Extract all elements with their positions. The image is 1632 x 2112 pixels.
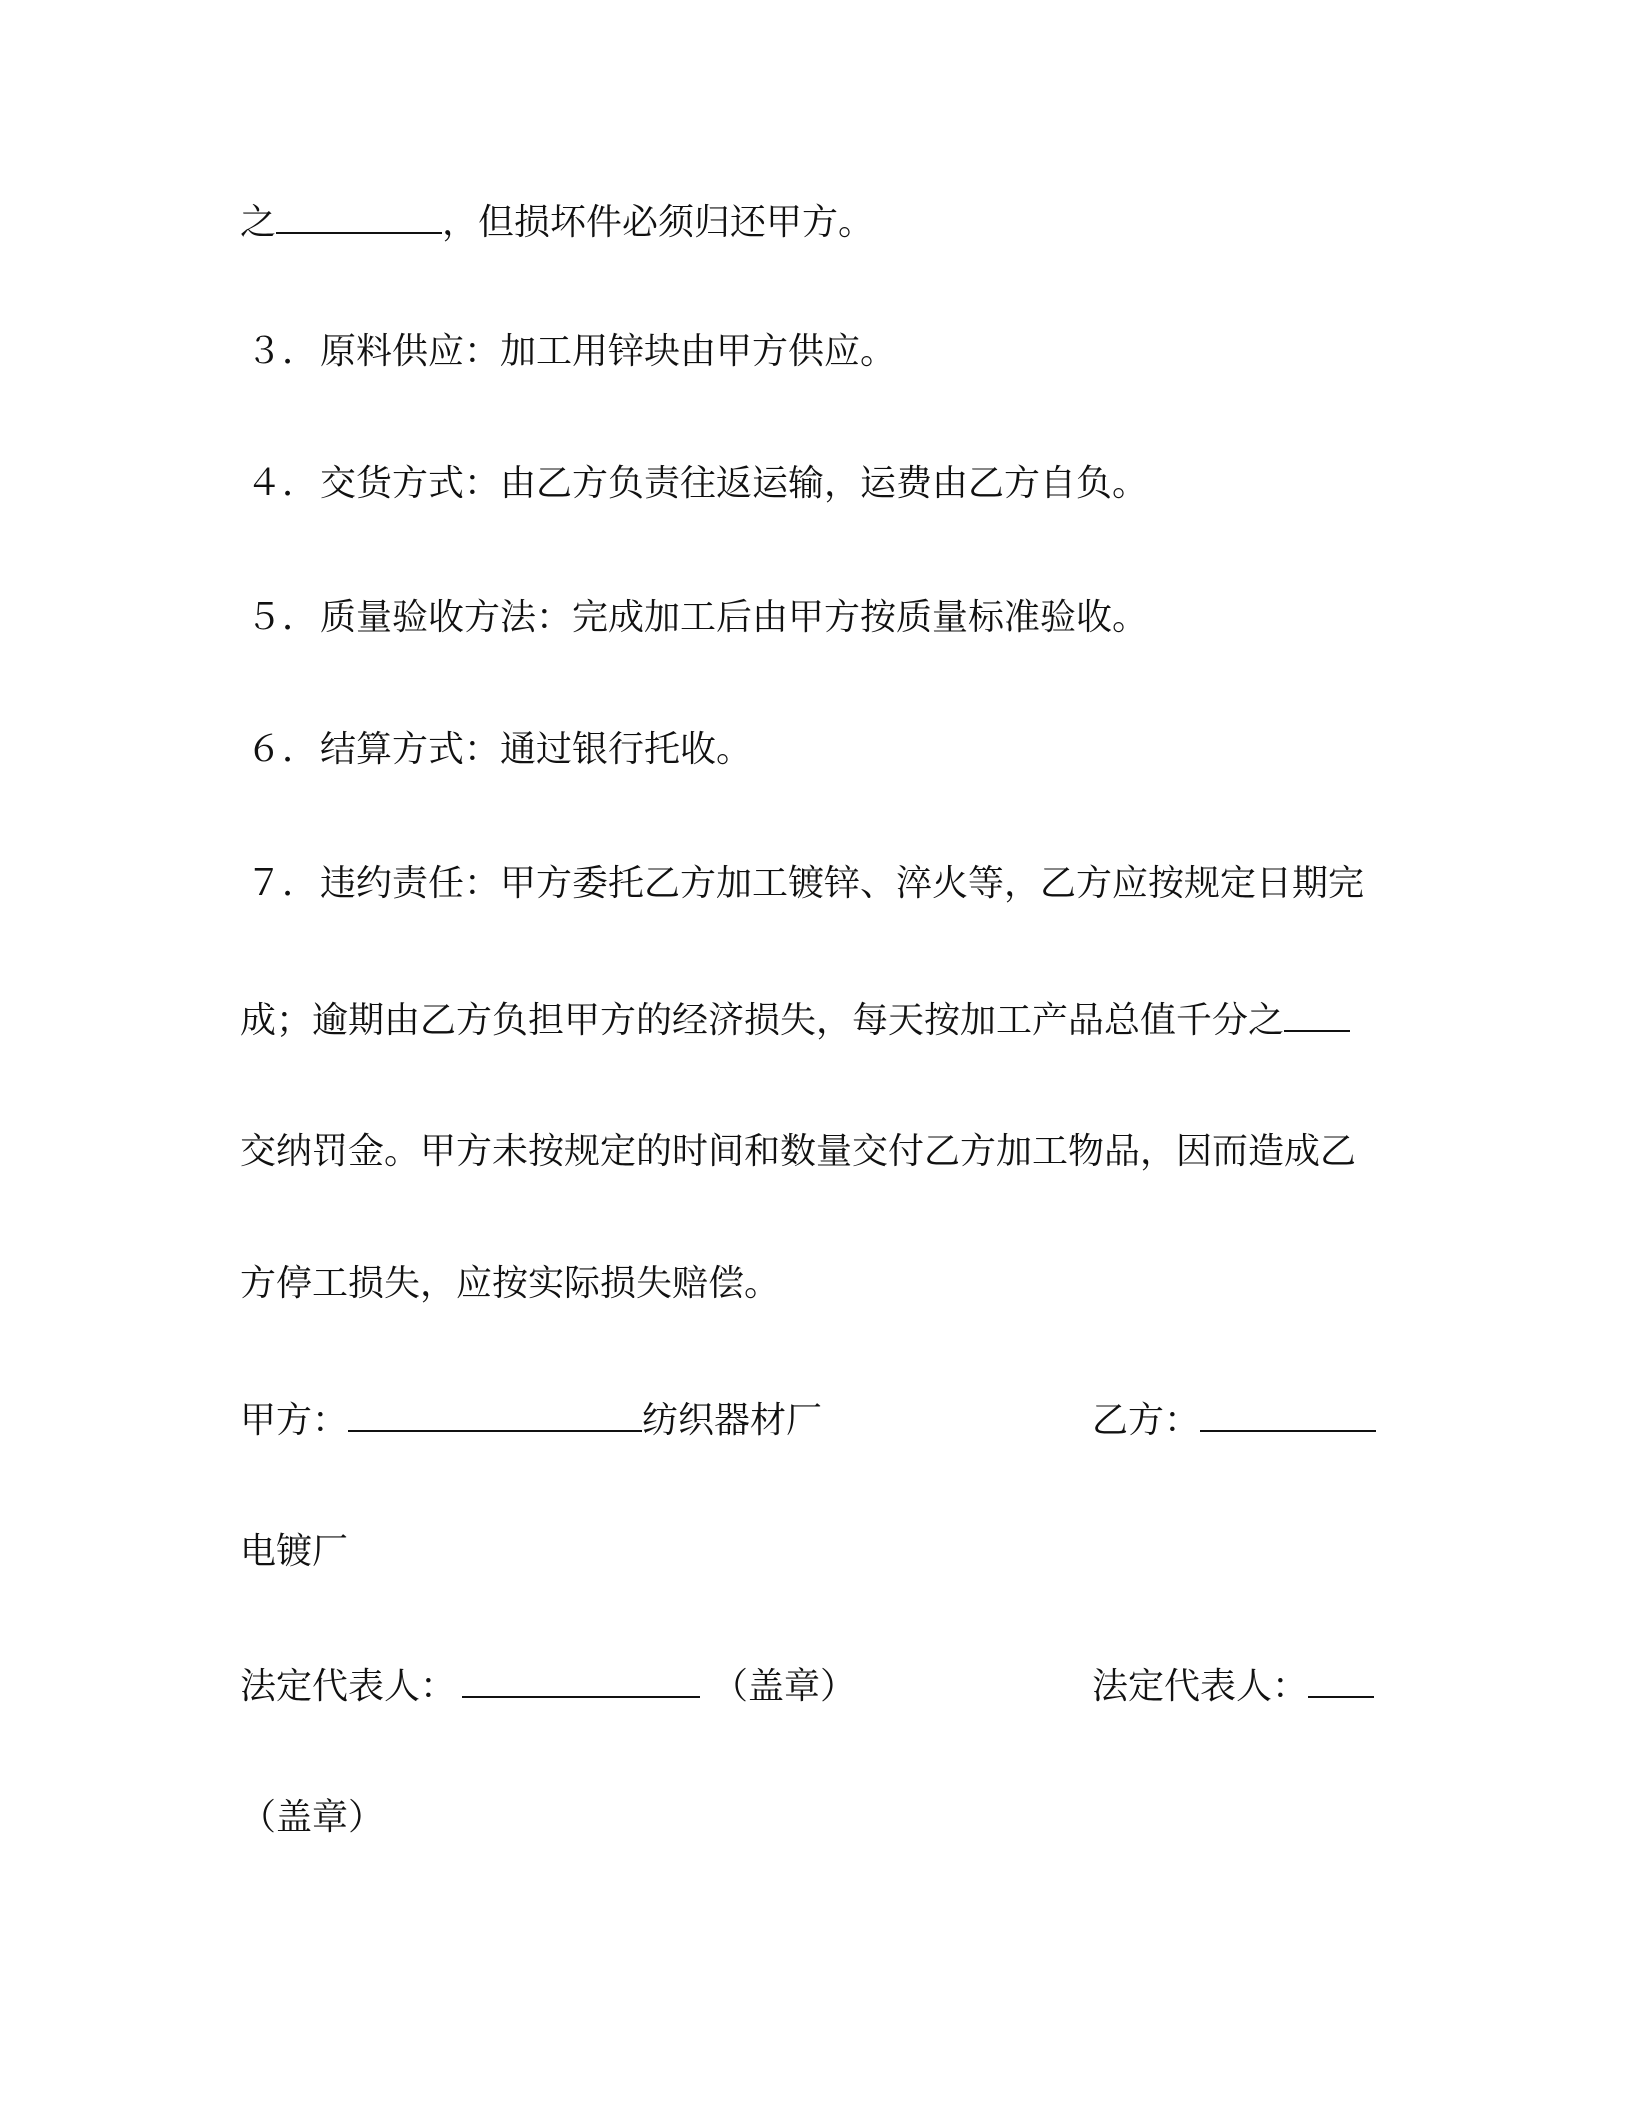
rep-a-seal: （盖章） [712, 1666, 857, 1707]
rep-a-signature [240, 1660, 856, 1711]
clause-7-line-2 [240, 994, 1350, 1045]
party-b-blank [1200, 1394, 1376, 1432]
text-suffix: ，但损坏件必须归还甲方。 [442, 202, 875, 243]
clause-5 [240, 594, 1148, 642]
party-b-label: 乙方： [1092, 1400, 1201, 1441]
clause-number: ７． [246, 863, 319, 904]
blank-field [276, 196, 442, 234]
rep-b-signature [1092, 1660, 1374, 1711]
clause-number: ４． [246, 463, 319, 504]
clause-text: 成；逾期由乙方负担甲方的经济损失，每天按加工产品总值千分之 [240, 1000, 1285, 1041]
rep-b-blank [1308, 1660, 1374, 1698]
clause-text: 交货方式：由乙方负责往返运输，运费由乙方自负。 [320, 463, 1149, 504]
party-a-blank [348, 1394, 642, 1432]
clause-text: 原料供应：加工用锌块由甲方供应。 [320, 331, 897, 372]
clause-2-continuation [240, 196, 874, 247]
clause-number: ３． [246, 331, 319, 372]
rep-b-seal-line [240, 1794, 384, 1842]
rep-b-seal: （盖章） [240, 1797, 385, 1838]
clause-3 [240, 328, 896, 376]
party-a-signature [240, 1394, 822, 1445]
clause-number: ５． [246, 597, 319, 638]
party-b-suffix: 电镀厂 [240, 1531, 349, 1572]
clause-text: 结算方式：通过银行托收。 [320, 729, 753, 770]
clause-4 [240, 460, 1148, 508]
clause-text: 方停工损失，应按实际损失赔偿。 [240, 1263, 781, 1304]
party-b-name-continuation [240, 1528, 348, 1576]
text-prefix: 之 [240, 202, 277, 243]
clause-text: 交纳罚金。甲方未按规定的时间和数量交付乙方加工物品，因而造成乙 [240, 1131, 1357, 1172]
rep-a-label: 法定代表人： [240, 1666, 457, 1707]
party-b-signature [1092, 1394, 1376, 1445]
rep-b-label: 法定代表人： [1092, 1666, 1309, 1707]
clause-6 [240, 726, 752, 774]
clause-text: 违约责任：甲方委托乙方加工镀锌、淬火等，乙方应按规定日期完 [320, 863, 1365, 904]
clause-number: ６． [246, 729, 319, 770]
rep-a-blank [462, 1660, 700, 1698]
clause-7-line-4 [240, 1260, 780, 1308]
blank-field [1284, 994, 1350, 1032]
party-a-label: 甲方： [240, 1400, 349, 1441]
clause-7 [240, 860, 1364, 908]
clause-7-line-3 [240, 1128, 1356, 1176]
party-a-suffix: 纺织器材厂 [642, 1400, 823, 1441]
clause-text: 质量验收方法：完成加工后由甲方按质量标准验收。 [320, 597, 1149, 638]
